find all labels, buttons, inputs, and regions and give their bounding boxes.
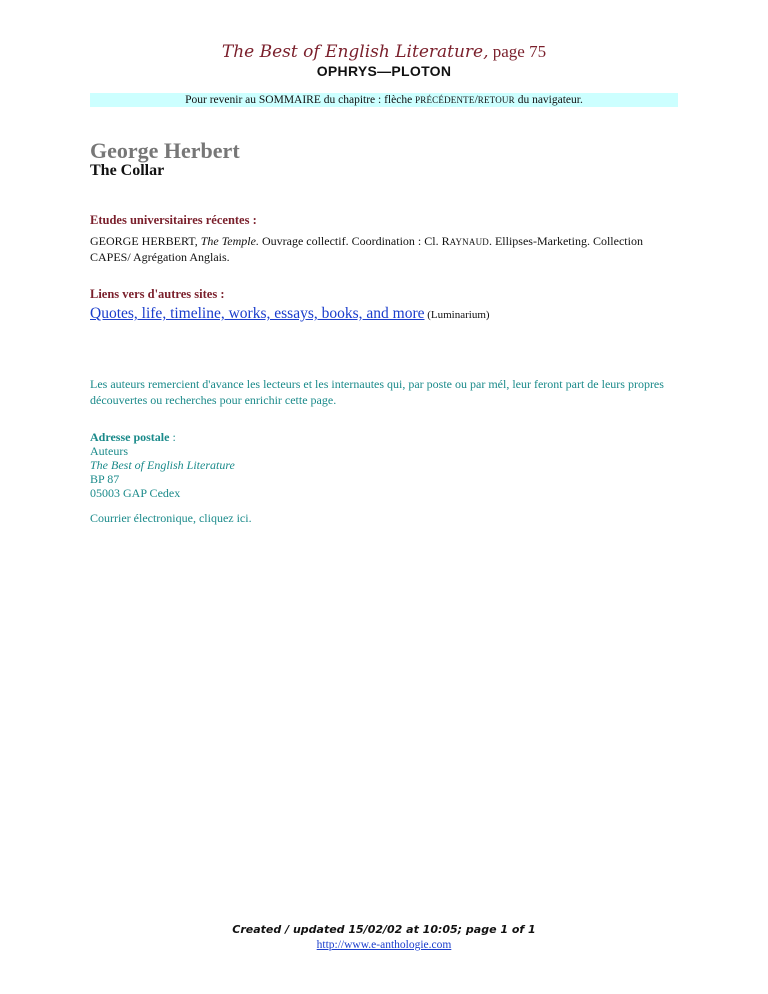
nav-separator: / <box>474 94 478 106</box>
footer-url-link[interactable]: http://www.e-anthologie.com <box>316 939 452 951</box>
author-name: George Herbert <box>90 138 240 163</box>
address-line-2: The Best of English Literature <box>90 458 235 472</box>
work-title: The Collar <box>90 162 165 179</box>
nav-text-after: du navigateur. <box>514 94 583 106</box>
studies-author: GEORGE HERBERT, <box>90 234 201 248</box>
thanks-paragraph: Les auteurs remercient d'avance les lecteurs et les internautes qui, par poste ou par mél, leur feront part de leurs propres découvertes ou recherches pour enrichir cette page. <box>90 377 664 407</box>
studies-details-2: . Ellipses-Marketing. Collection CAPES/ Agrégation Anglais. <box>90 234 643 264</box>
external-link-row <box>90 305 490 323</box>
address-label-suffix: : <box>169 430 176 444</box>
page-header <box>0 42 768 79</box>
links-heading: Liens vers d'autres sites : <box>90 287 225 301</box>
studies-reference <box>90 234 685 265</box>
footer-created: Created / updated 15/02/02 at 10:05; page 1 of 1 <box>232 923 536 936</box>
postal-address <box>90 430 235 500</box>
address-line-1: Auteurs <box>90 444 128 458</box>
address-line-3: BP 87 <box>90 472 120 486</box>
studies-book-title: The Temple. <box>200 234 259 248</box>
studies-details-smallcaps: AYNAUD <box>449 237 489 247</box>
navigation-hint-bar <box>90 93 678 107</box>
link-source: (Luminarium) <box>424 309 490 321</box>
email-link-text[interactable]: Courrier électronique, cliquez ici. <box>90 511 252 525</box>
nav-back-label: RETOUR <box>477 95 515 105</box>
luminarium-link[interactable]: Quotes, life, timeline, works, essays, books, and more <box>90 305 425 322</box>
address-label: Adresse postale <box>90 430 170 444</box>
book-title: The Best of English Literature, <box>221 42 489 62</box>
page-label: page <box>488 42 530 61</box>
page-footer <box>0 923 768 951</box>
page-number: 75 <box>529 42 547 61</box>
publisher: OPHRYS—PLOTON <box>316 63 452 79</box>
studies-details-1: Ouvrage collectif. Coordination : Cl. R <box>258 234 450 248</box>
nav-text-before: Pour revenir au SOMMAIRE du chapitre : flèche <box>185 94 416 106</box>
nav-prev-label: PRÉCÉDENTE <box>415 95 475 105</box>
address-line-4: 05003 GAP Cedex <box>90 486 181 500</box>
book-title-line <box>0 42 768 62</box>
studies-heading: Etudes universitaires récentes : <box>90 213 257 227</box>
